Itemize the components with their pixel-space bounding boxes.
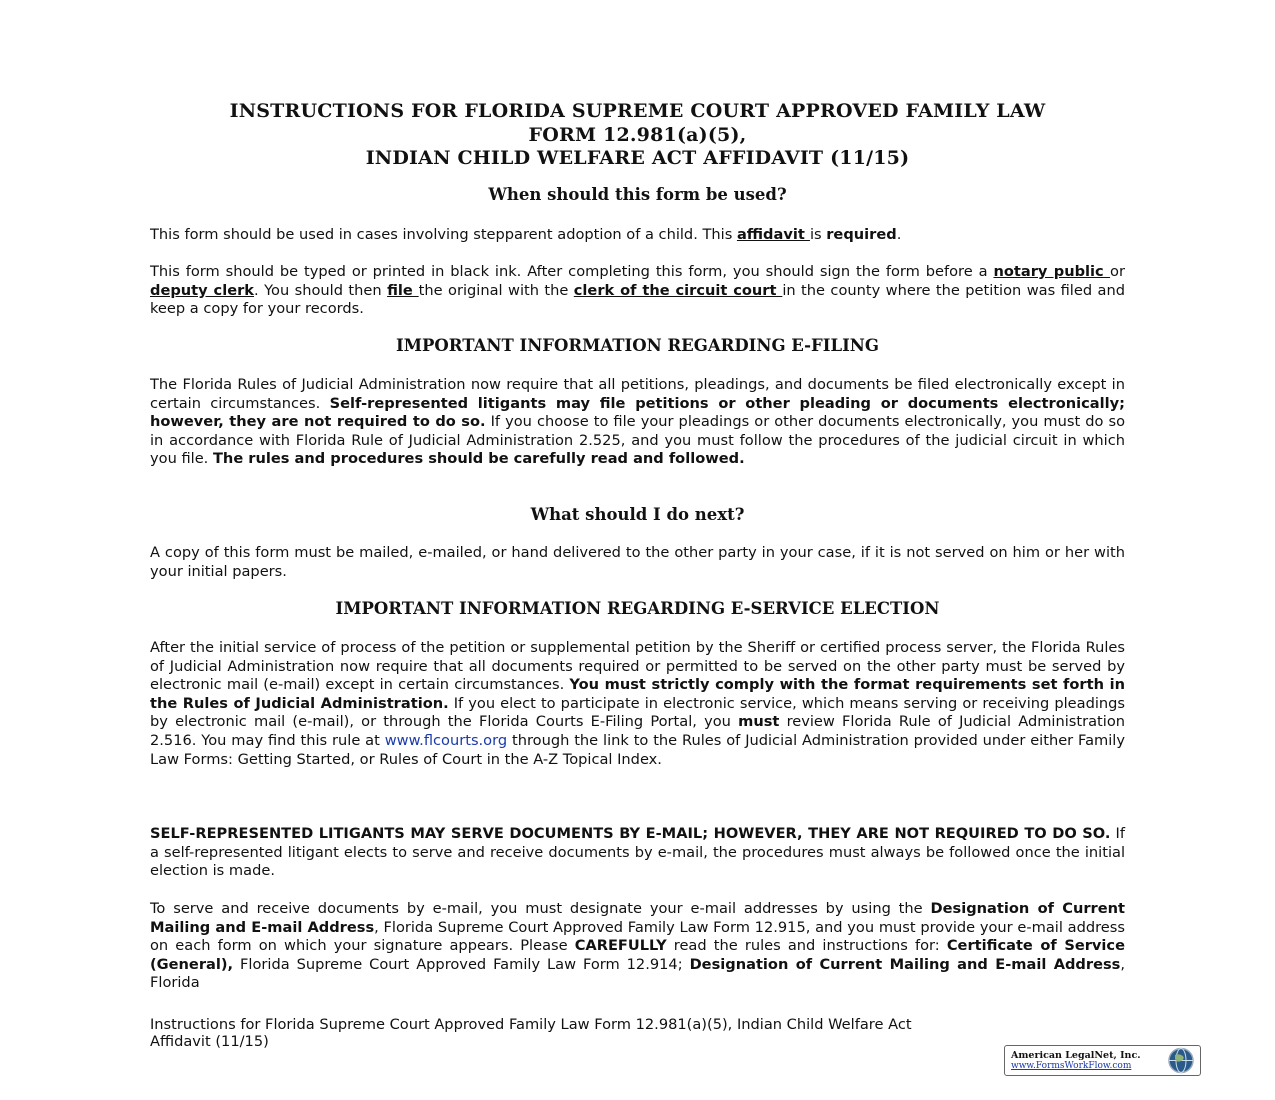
file-term: file (387, 281, 419, 299)
title-line-2: FORM 12.981(a)(5), (528, 123, 747, 146)
title-line-3: INDIAN CHILD WELFARE ACT AFFIDAVIT (11/15) (365, 147, 910, 169)
footer-line-1: Instructions for Florida Supreme Court Approved Family Law Form 12.981(a)(5), Indian Child Welfare Act (150, 1016, 912, 1033)
footer-line-2: Affidavit (11/15) (150, 1033, 269, 1050)
paragraph-self-represented: SELF-REPRESENTED LITIGANTS MAY SERVE DOCUMENTS BY E-MAIL; HOWEVER, THEY ARE NOT REQUIRED TO DO SO. If a self-represented litigant elects to serve and receive documents by e-mail, the procedures must always be followed once the initial election is made. (150, 825, 1125, 880)
deputy-clerk-term: deputy clerk (150, 281, 254, 299)
americanlegalnet-badge[interactable] (1004, 1045, 1201, 1076)
paragraph-copy-delivery: A copy of this form must be mailed, e-mailed, or hand delivered to the other party in your case, if it is not served on him or her with your initial papers. (150, 544, 1125, 580)
badge-company-name: American LegalNet, Inc. (1011, 1050, 1141, 1061)
globe-icon (1165, 1047, 1197, 1074)
page-footer (150, 1016, 1125, 1050)
section-heading-next-steps: What should I do next? (530, 505, 745, 524)
paragraph-e-filing: The Florida Rules of Judicial Administration now require that all petitions, pleadings, and documents be filed electronically except in certain circumstances. Self-represented litigants may file petitions or other pleading or documents electronically; however, they are not required to do so. If you choose to file your pleadings or other documents electronically, you must do so in accordance with Florida Rule of Judicial Administration 2.525, and you must follow the procedures of the judicial circuit in which you file. The rules and procedures should be carefully read and followed. (150, 376, 1126, 468)
clerk-of-court-term: clerk of the circuit court (573, 281, 783, 299)
paragraph-signing: This form should be typed or printed in black ink. After completing this form, you should sign the form before a notary public or deputy clerk. You should then file the original with the clerk of the circuit court in the county where the petition was filed and keep a copy for your records. (150, 263, 1125, 318)
notary-public-term: notary public (993, 263, 1111, 280)
flcourts-link[interactable]: www.flcourts.org (384, 731, 508, 749)
section-heading-when-used: When should this form be used? (488, 185, 787, 204)
badge-url[interactable]: www.FormsWorkFlow.com (1011, 1061, 1132, 1071)
section-heading-e-filing: IMPORTANT INFORMATION REGARDING E-FILING (396, 336, 879, 355)
paragraph-usage: This form should be used in cases involving stepparent adoption of a child. This affidavit is required. (150, 226, 902, 243)
affidavit-term: affidavit (736, 226, 810, 243)
paragraph-designation: To serve and receive documents by e-mail, you must designate your e-mail addresses by using the Designation of Current Mailing and E-mail Address, Florida Supreme Court Approved Family Law Form 12.915, and you must provide your e-mail address on each form on which your signature appears. Please CAREFULLY read the rules and instructions for: Certificate of Service (General), Florida Supreme Court Approved Family Law Form 12.914; Designation of Current Mailing and E-mail Address, Florida (150, 900, 1126, 992)
document-title (150, 100, 1125, 171)
section-heading-e-service: IMPORTANT INFORMATION REGARDING E-SERVICE ELECTION (335, 599, 940, 618)
paragraph-e-service: After the initial service of process of the petition or supplemental petition by the Sheriff or certified process server, the Florida Rules of Judicial Administration now require that all documents required or permitted to be served on the other party must be served by electronic mail (e-mail) except in certain circumstances. You must strictly comply with the format requirements set forth in the Rules of Judicial Administration. If you elect to participate in electronic service, which means serving or receiving pleadings by electronic mail (e-mail), or through the Florida Courts E-Filing Portal, you must review Florida Rule of Judicial Administration 2.516. You may find this rule at www.flcourts.org through the link to the Rules of Judicial Administration provided under either Family Law Forms: Getting Started, or Rules of Court in the A-Z Topical Index. (150, 639, 1126, 768)
title-line-1: INSTRUCTIONS FOR FLORIDA SUPREME COURT APPROVED FAMILY LAW (229, 100, 1046, 122)
